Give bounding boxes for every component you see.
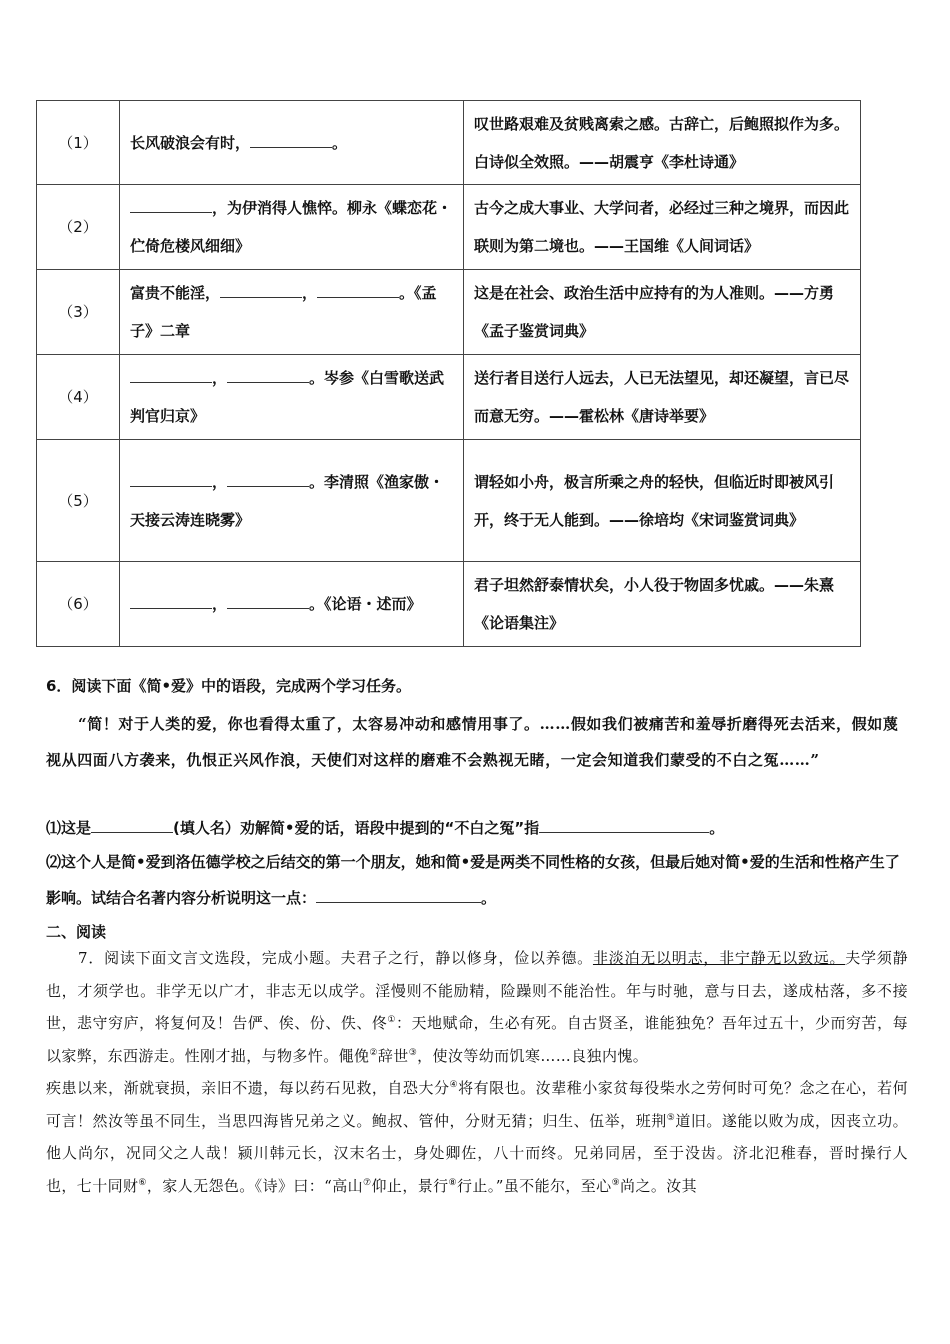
answer-blank[interactable] [130,368,212,383]
comment-cell: 谓轻如小舟，极言所乘之舟的轻快，但临近时即被风引开，终于无人能到。——徐培均《宋词鉴赏词典》 [464,440,861,562]
question-7-passage: 7．阅读下面文言文选段，完成小题。夫君子之行，静以修身，俭以养德。非淡泊无以明志，非宁静无以致远。夫学须静也，才须学也。非学无以广才，非志无以成学。淫慢则不能励精，险躁则不能治性。年与时驰，意与日去，遂成枯落，多不接世，悲守穷庐，将复何及！告俨、俟、份、佚、佟①：天地赋命，生必有死。自古贤圣，谁能独免？吾年过五十，少而穷苦，每以家弊，东西游走。性刚才拙，与物多忤。僶俛②辞世③，使汝等幼而饥寒……良独内愧。 疾患以来，渐就衰损，亲旧不遗，每以药石见救，自恐大分④将有限也。汝辈稚小家贫每役柴水之劳何时可免？念之在心，若何可言！然汝等虽不同生，当思四海皆兄弟之义。鲍叔、管仲，分财无猜；归生、伍举，班荆⑤道旧。遂能以败为成，因丧立功。他人尚尔，况同父之人哉！颍川韩元长，汉末名士，身处卿佐，八十而终。兄弟同居，至于没齿。济北氾稚春，晋时操行人也，七十同财⑥，家人无怨色。《诗》曰：“高山⑦仰止，景行⑧行止。”虽不能尔，至心⑨尚之。汝其 [46,949,908,1195]
table-row [37,185,861,270]
answer-blank[interactable] [227,472,309,487]
prompt-cell: 富贵不能淫， ， 。《孟子》二章 [120,270,464,355]
row-number: （6） [37,562,120,647]
table-row [37,270,861,355]
comment-cell: 这是在社会、政治生活中应持有的为人准则。——方勇《孟子鉴赏词典》 [464,270,861,355]
answer-blank-injustice[interactable] [539,818,709,833]
prompt-cell: ， 。《论语・述而》 [120,562,464,647]
row-number: （4） [37,355,120,440]
answer-blank[interactable] [130,594,212,609]
comment-cell: 古今之成大事业、大学问者，必经过三种之境界，而因此联则为第二境也。——王国维《人间词话》 [464,185,861,270]
comment-cell: 送行者目送行人远去，人已无法望见，却还凝望，言已尽而意无穷。——霍松林《唐诗举要》 [464,355,861,440]
table-row [37,440,861,562]
footnote-marker: ⑦ [363,1177,372,1188]
footnote-marker: ② [369,1047,378,1058]
footnote-marker: ③ [408,1047,418,1058]
footnote-marker: ⑨ [611,1177,621,1188]
footnote-marker: ⑤ [666,1112,676,1123]
question-6-sub-1: ⑴这是 (填人名）劝解简•爱的话，语段中提到的“不白之冤”指 。 [46,819,725,837]
underlined-sentence: 非淡泊无以明志，非宁静无以致远。 [592,949,846,967]
answer-blank[interactable] [227,368,309,383]
answer-blank[interactable] [130,472,212,487]
footnote-marker: ⑥ [138,1177,147,1188]
row-number: （3） [37,270,120,355]
answer-blank-name[interactable] [91,818,173,833]
answer-blank-analysis[interactable] [316,888,481,903]
question-6-title: 6．阅读下面《简•爱》中的语段，完成两个学习任务。 [46,677,412,695]
answer-blank[interactable] [220,283,302,298]
answer-blank[interactable] [227,594,309,609]
answer-blank[interactable] [250,133,332,148]
answer-blank[interactable] [130,198,212,213]
row-number: （5） [37,440,120,562]
jane-eyre-quote: “简！对于人类的爱，你也看得太重了，太容易冲动和感情用事了。……假如我们被痛苦和羞辱折磨得死去活来，假如蔑视从四面八方袭来，仇恨正兴风作浪，天使们对这样的磨难不会熟视无睹，一定会知道我们蒙受的不白之冤……” [46,715,899,769]
section-2-title: 二、阅读 [46,923,107,941]
table-row [37,101,861,185]
answer-blank[interactable] [317,283,399,298]
prompt-cell: ， 。岑参《白雪歌送武判官归京》 [120,355,464,440]
footnote-marker: ⑧ [448,1177,457,1188]
prompt-cell: 长风破浪会有时， 。 [120,101,464,185]
table-row [37,562,861,647]
comment-cell: 叹世路艰难及贫贱离索之感。古辞亡，后鲍照拟作为多。白诗似全效照。——胡震亨《李杜诗通》 [464,101,861,185]
prompt-cell: ， 。李清照《渔家傲・天接云涛连晓雾》 [120,440,464,562]
row-number: （2） [37,185,120,270]
comment-cell: 君子坦然舒泰情状矣，小人役于物固多忧戚。——朱熹《论语集注》 [464,562,861,647]
question-6-sub-2: ⑵这个人是简•爱到洛伍德学校之后结交的第一个朋友，她和简•爱是两类不同性格的女孩，但最后她对简•爱的生活和性格产生了影响。试结合名著内容分析说明这一点： 。 [46,853,900,907]
table-row [37,355,861,440]
footnote-marker: ④ [449,1080,459,1090]
poem-fill-table [36,100,861,647]
prompt-cell: ，为伊消得人憔悴。柳永《蝶恋花・伫倚危楼风细细》 [120,185,464,270]
footnote-marker: ① [387,1015,396,1025]
row-number: （1） [37,101,120,185]
